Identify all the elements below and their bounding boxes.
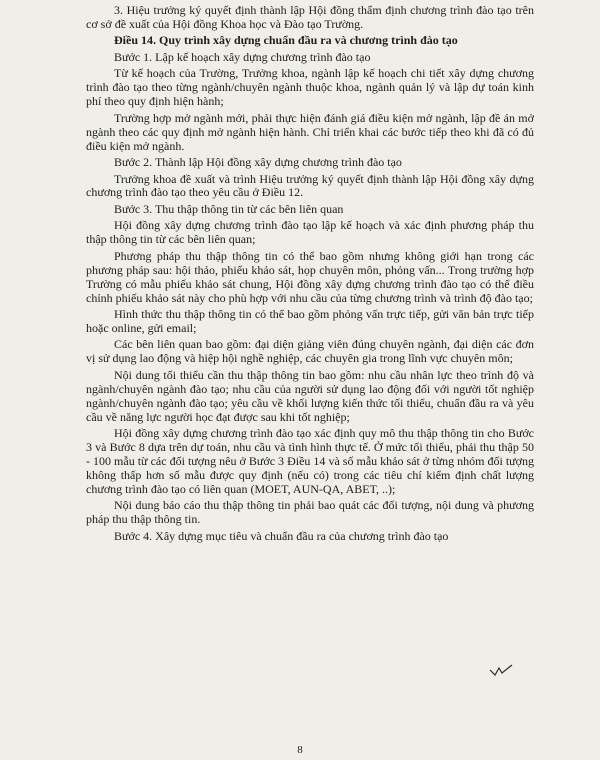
paragraph: 3. Hiệu trưởng ký quyết định thành lập Hội đồng thẩm định chương trình đào tạo trên cơ sở đề xuất của Hội đồng Khoa học và Đào tạo Trường. (86, 3, 534, 31)
paragraph: Từ kế hoạch của Trường, Trưởng khoa, ngành lập kế hoạch chi tiết xây dựng chương trình đào tạo theo từng ngành/chuyên ngành thuộc khoa, ngành quản lý và lập dự toán kinh phí theo quy định hiện hành; (86, 66, 534, 109)
paragraph: Phương pháp thu thập thông tin có thể bao gồm nhưng không giới hạn trong các phương pháp sau: hội thảo, phiếu khảo sát, họp chuyên môn, phỏng vấn... Trong trường hợp Trường có mẫu phiếu khảo sát chung, Hội đồng xây dựng chương trình đào tạo có thể điều chỉnh phiếu khảo sát này cho phù hợp với nhu cầu của từng chương trình và trình độ đào tạo; (86, 248, 534, 305)
step-heading: Bước 2. Thành lập Hội đồng xây dựng chương trình đào tạo (114, 155, 402, 170)
step-heading: Bước 3. Thu thập thông tin từ các bên liên quan (114, 201, 344, 216)
paragraph: Trưởng khoa đề xuất và trình Hiệu trưởng ký quyết định thành lập Hội đồng xây dựng chương trình đào tạo theo yêu cầu ở Điều 12. (86, 171, 534, 200)
paragraph: Trường hợp mở ngành mới, phải thực hiện đánh giá điều kiện mở ngành, lập đề án mở ngành theo các quy định mở ngành hiện hành. Chỉ triển khai các bước tiếp theo khi đã có đủ điều kiện mở ngành. (86, 110, 534, 153)
paragraph: Hội đồng xây dựng chương trình đào tạo lập kế hoạch và xác định phương pháp thu thập thông tin từ các bên liên quan; (86, 218, 534, 247)
paragraph: Hội đồng xây dựng chương trình đào tạo xác định quy mô thu thập thông tin cho Bước 3 và Bước 8 dựa trên dự toán, nhu cầu và tình hình thực tế. Ở mức tối thiểu, phải thu thập 50 - 100 mẫu từ các đối tượng nêu ở Bước 3 Điều 14 và số mẫu khảo sát ở từng nhóm đối tượng không thấp hơn số mẫu được quy định (nếu có) trong các tiêu chí kiểm định chất lượng chương trình đào tạo có liên quan (MOET, AUN-QA, ABET, ..); (86, 426, 534, 496)
paragraph: Nội dung báo cáo thu thập thông tin phải bao quát các đối tượng, nội dung và phương pháp thu thập thông tin. (86, 498, 534, 527)
step-heading: Bước 4. Xây dựng mục tiêu và chuẩn đầu ra của chương trình đào tạo (114, 528, 449, 543)
document-body (86, 4, 534, 546)
article-heading: Điều 14. Quy trình xây dựng chuẩn đầu ra và chương trình đào tạo (114, 33, 458, 48)
page-number: 8 (297, 744, 303, 756)
handwritten-initial-mark (488, 662, 514, 678)
step-heading: Bước 1. Lập kế hoạch xây dựng chương trình đào tạo (114, 49, 371, 64)
paragraph: Các bên liên quan bao gồm: đại diện giảng viên đúng chuyên ngành, đại diện các đơn vị sử dụng lao động và hiệp hội nghề nghiệp, các chuyên gia trong lĩnh vực chuyên môn; (86, 337, 534, 366)
paragraph: Hình thức thu thập thông tin có thể bao gồm phỏng vấn trực tiếp, gửi văn bản trực tiếp hoặc online, gửi email; (86, 307, 534, 335)
paragraph: Nội dung tối thiểu cần thu thập thông tin bao gồm: nhu cầu nhân lực theo trình độ và ngành/chuyên ngành đào tạo; nhu cầu của người sử dụng lao động đối với người tốt nghiệp ngành/chuyên ngành đào tạo; yêu cầu về khối lượng kiến thức tối thiểu, chuẩn đầu ra và yêu cầu về năng lực người học đạt được sau khi tốt nghiệp; (86, 367, 534, 424)
